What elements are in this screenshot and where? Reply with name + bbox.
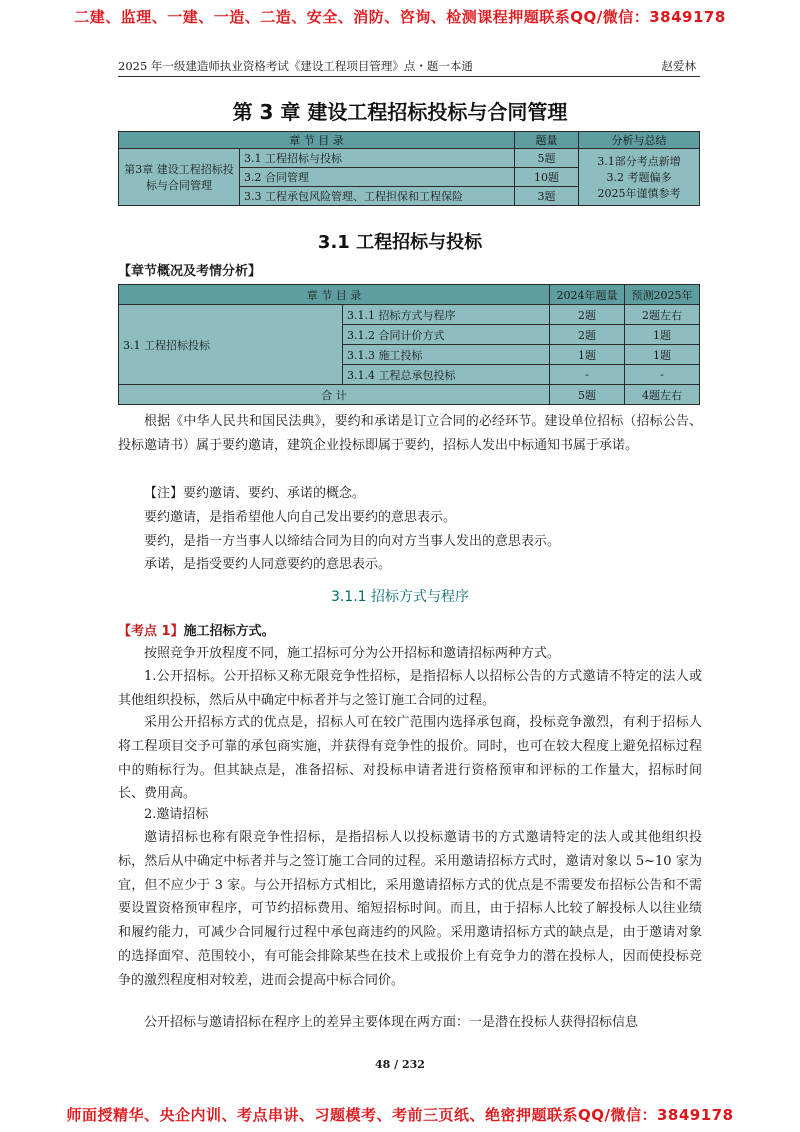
table-header: 题量 bbox=[515, 132, 579, 149]
definition-offer-invitation: 要约邀请，是指希望他人向自己发出要约的意思表示。 bbox=[144, 510, 457, 525]
paragraph: 邀请招标也称有限竞争性招标，是指招标人以投标邀请书的方式邀请特定的法人或其他组织投标，然后从中确定中标者并与之签订施工合同的过程。采用邀请招标方式时，邀请对象以 5~10 家为宜，但不应少于 3 家。与公开招标方式相比，采用邀请招标方式的优点是不需要发布招标公告和不需要设置资格预审程序，可节约招标费用、缩短招标时间。而且，由于招标人比较了解投标人以往业绩和履约能力，可减少合同履行过程中承包商违约的风险。采用邀请招标方式的缺点是，由于邀请对象的选择面窄、范围较小，有可能会排除某些在技术上或报价上有竞争力的潜在投标人，因而使投标竞争的激烈程度相对较差，进而会提高中标合同价。 bbox=[118, 830, 702, 988]
table-cell: 3.3 工程承包风险管理、工程担保和工程保险 bbox=[240, 187, 515, 206]
table-cell: 3.1.1 招标方式与程序 bbox=[343, 305, 550, 325]
intro-paragraph: 根据《中华人民共和国民法典》，要约和承诺是订立合同的必经环节。建设单位招标（招标公告、投标邀请书）属于要约邀请，建筑企业投标即属于要约，招标人发出中标通知书属于承诺。 bbox=[118, 414, 702, 453]
chapter-title: 第 3 章 建设工程招标投标与合同管理 bbox=[232, 100, 568, 124]
page-header bbox=[118, 58, 700, 74]
table-cell: 2题左右 bbox=[625, 305, 700, 325]
paragraph: 公开招标与邀请招标在程序上的差异主要体现在两方面：一是潜在投标人获得招标信息 bbox=[144, 1015, 639, 1030]
table-cell: 3.2 合同管理 bbox=[240, 168, 515, 187]
table-cell: 2题 bbox=[550, 325, 625, 345]
definition-acceptance: 承诺，是指受要约人同意要约的意思表示。 bbox=[144, 557, 392, 572]
table-cell: - bbox=[550, 365, 625, 385]
table-cell: 10题 bbox=[515, 168, 579, 187]
table-cell: 3.1.2 合同计价方式 bbox=[343, 325, 550, 345]
chapter-overview-table bbox=[118, 131, 700, 206]
table-header: 分析与总结 bbox=[579, 132, 700, 149]
paragraph: 按照竞争开放程度不同，施工招标可分为公开招标和邀请招标两种方式。 bbox=[144, 646, 561, 661]
table-header: 2024年题量 bbox=[550, 285, 625, 305]
table-cell: 1题 bbox=[625, 345, 700, 365]
key-point-title: 施工招标方式。 bbox=[183, 624, 275, 639]
table-cell: 5题 bbox=[550, 385, 625, 405]
paragraph: 采用公开招标方式的优点是，招标人可在较广范围内选择承包商，投标竞争激烈，有利于招标人将工程项目交予可靠的承包商实施，并获得有竞争性的报价。同时，也可在较大程度上避免招标过程中的贿标行为。但其缺点是，准备招标、对投标申请者进行资格预审和评标的工作量大，招标时间长、费用高。 bbox=[118, 715, 702, 802]
analysis-cell bbox=[579, 149, 700, 206]
key-point-tag: 【考点 1】 bbox=[118, 624, 184, 639]
table-cell: 2题 bbox=[550, 305, 625, 325]
analysis-line: 3.2 考题偏多 bbox=[606, 171, 672, 184]
chapter-name-cell: 第3章 建设工程招标投标与合同管理 bbox=[119, 149, 240, 206]
note-line: 【注】要约邀请、要约、承诺的概念。 bbox=[144, 486, 366, 501]
analysis-line: 2025年谨慎参考 bbox=[597, 187, 681, 200]
total-label: 合 计 bbox=[119, 385, 550, 405]
table-cell: 3.1.3 施工投标 bbox=[343, 345, 550, 365]
section-name-cell: 3.1 工程招标投标 bbox=[119, 305, 343, 385]
analysis-line: 3.1部分考点新增 bbox=[597, 155, 681, 168]
table-cell: - bbox=[625, 365, 700, 385]
header-author: 赵爱林 bbox=[661, 59, 696, 73]
table-cell: 1题 bbox=[625, 325, 700, 345]
paragraph: 1.公开招标。公开招标又称无限竞争性招标，是指招标人以招标公告的方式邀请不特定的法人或其他组织投标，然后从中确定中标者并与之签订施工合同的过程。 bbox=[118, 669, 702, 708]
definition-offer: 要约，是指一方当事人以缔结合同为目的向对方当事人发出的意思表示。 bbox=[144, 534, 561, 549]
subsection-title: 3.1.1 招标方式与程序 bbox=[330, 589, 470, 605]
overview-label: 【章节概况及考情分析】 bbox=[118, 264, 262, 279]
table-cell: 4题左右 bbox=[625, 385, 700, 405]
promo-banner-bottom: 师面授精华、央企内训、考点串讲、习题模考、考前三页纸、绝密押题联系QQ/微信：3849178 bbox=[66, 1106, 734, 1124]
promo-banner-top: 二建、监理、一建、一造、二造、安全、消防、咨询、检测课程押题联系QQ/微信：3849178 bbox=[74, 8, 726, 26]
section-title: 3.1 工程招标与投标 bbox=[317, 232, 483, 253]
table-cell: 3.1 工程招标与投标 bbox=[240, 149, 515, 168]
paragraph: 2.邀请招标 bbox=[144, 807, 209, 822]
table-header: 预测2025年 bbox=[625, 285, 700, 305]
table-cell: 5题 bbox=[515, 149, 579, 168]
section-overview-table bbox=[118, 284, 700, 405]
table-header: 章 节 目 录 bbox=[119, 132, 515, 149]
table-cell: 1题 bbox=[550, 345, 625, 365]
header-divider bbox=[118, 76, 700, 77]
key-point-heading bbox=[118, 620, 275, 639]
table-cell: 3题 bbox=[515, 187, 579, 206]
table-header: 章 节 目 录 bbox=[119, 285, 550, 305]
header-book-title: 2025 年一级建造师执业资格考试《建设工程项目管理》点・题一本通 bbox=[118, 59, 473, 73]
table-cell: 3.1.4 工程总承包投标 bbox=[343, 365, 550, 385]
page-number: 48 / 232 bbox=[375, 1058, 425, 1071]
